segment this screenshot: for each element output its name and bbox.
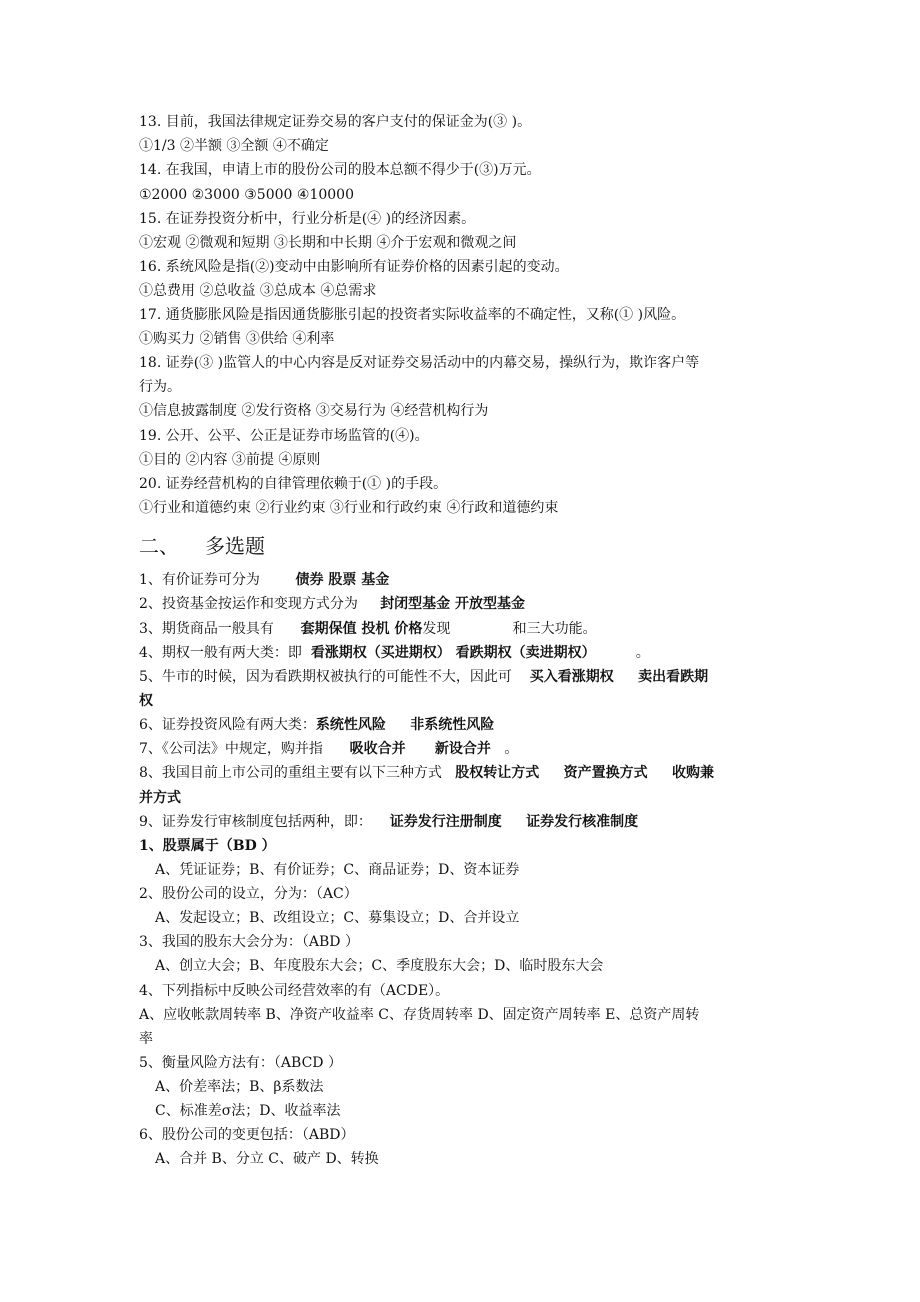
question-18-continued: 行为。	[139, 379, 181, 395]
fill-answer: 买入看涨期权 卖出看跌期	[529, 669, 709, 685]
fill-answer: 并方式	[139, 790, 181, 806]
question-14: 14. 在我国，申请上市的股份公司的股本总额不得少于(③)万元。	[139, 162, 541, 178]
fill-item: 9、证券发行审核制度包括两种，即： 证券发行注册制度 证券发行核准制度	[139, 814, 639, 830]
mc-options: A、发起设立；B、改组设立；C、募集设立；D、合并设立	[155, 910, 520, 926]
mc-question: 4、下列指标中反映公司经营效率的有（ACDE）。	[139, 983, 450, 999]
section-number: 二、	[139, 534, 179, 558]
fill-answer: 权	[139, 693, 153, 709]
question-17-options: ①购买力 ②销售 ③供给 ④利率	[139, 331, 335, 347]
mc-options: C、标准差σ法；D、收益率法	[155, 1103, 341, 1119]
mc-options: A、应收帐款周转率 B、净资产收益率 C、存货周转率 D、固定资产周转率 E、总资产周转	[139, 1007, 700, 1023]
mc-question: 3、我国的股东大会分为：（ABD ）	[139, 934, 359, 950]
question-16: 16. 系统风险是指(②)变动中由影响所有证券价格的因素引起的变动。	[139, 259, 569, 275]
fill-answer: 债券 股票 基金	[295, 572, 390, 588]
mc-options: A、创立大会；B、年度股东大会；C、季度股东大会；D、临时股东大会	[155, 958, 604, 974]
mc-question: 1、股票属于（BD ）	[139, 838, 276, 854]
section-title: 多选题	[205, 534, 265, 558]
fill-answer: 系统性风险 非系统性风险	[315, 717, 495, 733]
mc-question: 5、衡量风险方法有：（ABCD ）	[139, 1055, 342, 1071]
fill-item-continued	[139, 789, 181, 807]
fill-item: 5、牛市的时候，因为看跌期权被执行的可能性不大，因此可 买入看涨期权 卖出看跌期	[139, 669, 709, 685]
section-heading	[139, 534, 265, 558]
question-13-options: ①1/3 ②半额 ③全额 ④不确定	[139, 138, 329, 154]
question-15: 15. 在证券投资分析中，行业分析是(④ )的经济因素。	[139, 211, 476, 227]
mc-question: 6、股份公司的变更包括：（ABD）	[139, 1127, 355, 1143]
fill-item: 7、《公司法》中规定，购并指 吸收合并 新设合并 。	[139, 741, 519, 757]
question-20: 20. 证券经营机构的自律管理依赖于(① )的手段。	[139, 476, 448, 492]
fill-answer: 套期保值 投机 价格	[300, 621, 423, 637]
question-19-options: ①目的 ②内容 ③前提 ④原则	[139, 452, 321, 468]
mc-question: 2、股份公司的设立，分为：（AC）	[139, 886, 358, 902]
fill-item: 3、期货商品一般具有 套期保值 投机 价格发现 和三大功能。	[139, 621, 597, 637]
fill-item: 8、我国目前上市公司的重组主要有以下三种方式 股权转让方式 资产置换方式 收购兼	[139, 765, 715, 781]
fill-answer: 证券发行注册制度 证券发行核准制度	[389, 814, 639, 830]
fill-item: 4、期权一般有两大类：即 看涨期权（买进期权） 看跌期权（卖进期权） 。	[139, 645, 650, 661]
fill-item-continued	[139, 692, 153, 710]
fill-answer: 看涨期权（买进期权） 看跌期权（卖进期权）	[310, 645, 596, 661]
mc-options: A、合并 B、分立 C、破产 D、转换	[155, 1151, 379, 1167]
question-18: 18. 证券(③ )监管人的中心内容是反对证券交易活动中的内幕交易，操纵行为，欺诈客户等	[139, 355, 700, 371]
question-20-options: ①行业和道德约束 ②行业约束 ③行业和行政约束 ④行政和道德约束	[139, 500, 559, 516]
fill-answer: 股权转让方式 资产置换方式 收购兼	[455, 765, 715, 781]
mc-options: A、价差率法；B、β系数法	[155, 1079, 324, 1095]
question-18-options: ①信息披露制度 ②发行资格 ③交易行为 ④经营机构行为	[139, 403, 489, 419]
question-14-options: ①2000 ②3000 ③5000 ④10000	[139, 187, 354, 203]
question-13: 13. 目前，我国法律规定证券交易的客户支付的保证金为(③ )。	[139, 114, 532, 130]
fill-answer: 封闭型基金 开放型基金	[380, 596, 526, 612]
fill-answer: 吸收合并 新设合并	[349, 741, 491, 757]
mc-options: A、凭证证券；B、有价证券；C、商品证券；D、资本证券	[155, 862, 520, 878]
question-19: 19. 公开、公平、公正是证券市场监管的(④)。	[139, 428, 429, 444]
question-15-options: ①宏观 ②微观和短期 ③长期和中长期 ④介于宏观和微观之间	[139, 235, 517, 251]
fill-item: 1、有价证券可分为 债券 股票 基金	[139, 572, 390, 588]
fill-item: 6、证券投资风险有两大类：系统性风险 非系统性风险	[139, 717, 495, 733]
fill-item: 2、投资基金按运作和变现方式分为 封闭型基金 开放型基金	[139, 596, 526, 612]
question-16-options: ①总费用 ②总收益 ③总成本 ④总需求	[139, 283, 377, 299]
question-17: 17. 通货膨胀风险是指因通货膨胀引起的投资者实际收益率的不确定性，又称(① )风险。	[139, 307, 686, 323]
mc-options-continued: 率	[139, 1031, 153, 1047]
